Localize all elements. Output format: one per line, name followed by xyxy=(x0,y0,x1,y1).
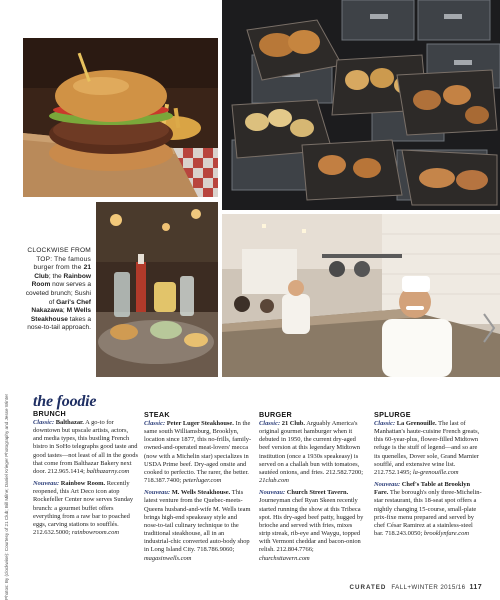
entry-body: In the same south Williamsburg, Brooklyn, location since 1877, this no-frills, family-owned-and-operated meat-lovers' mecca (now with a Michelin star) specializes in USDA Prime beef. Dry-aged onsite and cooked to perfectio. The rarer, the better. 718.387.7400; xyxy=(144,420,252,485)
entry-nouveau xyxy=(374,481,482,538)
caption-text: ; xyxy=(62,307,67,315)
caption-text: ; the xyxy=(48,272,64,280)
caption-wells: M Wells Steakhouse xyxy=(30,307,91,323)
caption-text: now serves a coveted brunch; Sushi of xyxy=(25,281,91,306)
entry-name: Balthazar. xyxy=(55,419,84,426)
entry-name: La Grenouille. xyxy=(396,420,437,427)
entry-name: 21 Club. xyxy=(281,420,305,427)
entry-label: Classic: xyxy=(374,420,396,427)
entry-name: M. Wells Steakhouse. xyxy=(171,489,231,497)
bakery-drawers-photo xyxy=(222,0,500,210)
brunch-photo xyxy=(96,202,218,377)
entry-url[interactable]: magasinwells.com xyxy=(144,554,192,562)
entry-url[interactable]: balthazarny.com xyxy=(86,467,130,475)
magazine-name: CURATED xyxy=(349,584,387,591)
entry-nouveau xyxy=(144,489,252,562)
entry-label: Nouveau: xyxy=(374,481,401,489)
caption-21-club: 21 Club xyxy=(34,264,91,280)
entry-label: Classic: xyxy=(144,420,166,427)
entry-url[interactable]: la-grenouille.com xyxy=(412,468,459,476)
burger-photo xyxy=(23,38,218,197)
entry-name: Rainbow Room. xyxy=(60,480,106,488)
entry-classic xyxy=(374,420,482,477)
kitchen-photo xyxy=(222,214,500,377)
entry-body: Journeyman chef Ryan Skeen recently started running the show at this Tribeca spot. His dry-aged beef patty, hugged by brioche and served with fries, mixes strip streak, rib-eye and Waygu, topped with Vermont cheddar and bacon-onion relish. 212.804.7766; xyxy=(259,497,364,554)
entry-label: Nouveau: xyxy=(144,489,171,497)
entry-classic xyxy=(33,419,139,476)
entry-label: Nouveau: xyxy=(33,480,60,488)
entry-nouveau xyxy=(259,489,365,562)
category-heading: BRUNCH xyxy=(33,409,66,418)
photo-caption xyxy=(23,247,91,333)
entry-url[interactable]: churchsttavern.com xyxy=(259,554,310,562)
column-brunch xyxy=(33,409,139,541)
page-folio xyxy=(350,584,482,591)
category-heading: BURGER xyxy=(259,410,292,419)
section-title: the foodie xyxy=(33,393,97,410)
page-number: 117 xyxy=(469,584,482,591)
column-burger xyxy=(259,410,365,567)
entry-name: Chef's Table at Brooklyn Fare. xyxy=(374,481,471,497)
entry-body: Arguably America's original gourmet hamburger when it debuted in 1950, the current dry-aged beef version at this legendary Midtown institution (once a 1930s speakeasy) is served on a challah bun with tomatoes, sautéed onions, and fries. 212.582.7200; xyxy=(259,420,364,476)
entry-classic xyxy=(259,420,365,485)
caption-nakazawa: Gari's Chef Nakazawa xyxy=(31,298,91,315)
entry-label: Classic: xyxy=(33,419,55,426)
entry-url[interactable]: 21club.com xyxy=(259,477,289,485)
entry-url[interactable]: brooklynfare.com xyxy=(423,530,469,538)
entry-url[interactable]: peterluger.com xyxy=(182,477,222,485)
column-splurge xyxy=(374,410,482,542)
entry-body: The borough's only three-Michelin-star restaurant, this 18-seat spot offers a nightly changing 15-course, small-plate prix-fixe menu prepared and served by chef César Ramirez at a stainless-steel bar. 718.243.0050; xyxy=(374,489,482,538)
entry-classic xyxy=(144,420,252,485)
caption-rainbow-room: Rainbow Room xyxy=(31,272,91,289)
entry-label: Classic: xyxy=(259,420,281,427)
chevron-right-icon[interactable] xyxy=(480,310,498,346)
entry-label: Nouveau: xyxy=(259,489,286,497)
entry-name: Church Street Tavern. xyxy=(286,489,349,497)
entry-name: Peter Luger Steakhouse. xyxy=(166,420,234,427)
category-heading: SPLURGE xyxy=(374,410,411,419)
entry-body: Recently reopened, this Art Deco icon atop Rockefeller Center now serves Sunday brunch: a gourmet buffet offers everything from a raw bar to poached eggs, carving stations to soufflés. 212.632.5000; xyxy=(33,480,134,537)
entry-nouveau xyxy=(33,480,139,537)
caption-text: takes a nose-to-tail approach. xyxy=(27,315,91,332)
entry-body: A go-to for downtown but upscale artists, actors, and media types, this bustling French bistro in SoHo telegraphs good taste and good tastes—not least of all in the goods that come from Balthazar Bakery next door. 212.965.1414; xyxy=(33,419,138,475)
entry-url[interactable]: rainbowroom.com xyxy=(71,529,119,537)
caption-lead: CLOCKWISE FROM TOP: The famous burger from the xyxy=(27,247,91,272)
issue-label: FALL+WINTER 2015/16 xyxy=(391,584,466,591)
column-steak xyxy=(144,410,252,567)
entry-body: The last of Manhattan's haute-cuisine French greats, this 60-year-plus, flower-filled Midtown refuge is the stuff of legend—and so are its quenelles, Dover sole, Grand Marnier soufflé, and extensive wine list. 212.752.1495; xyxy=(374,420,480,476)
photo-credit: Photos: By (clockwise): Courtesy of 21 Club; Bill Milne; Daniel Krieger Photography and Jesse Winter xyxy=(4,393,9,600)
category-heading: STEAK xyxy=(144,410,170,419)
entry-body: This latest venture from the Quebec-meets-Queens husband-and-wife M. Wells team brings high-end speakeasy style and nose-to-tail culinary technique to the traditional steakhouse, all in an industrial-chic converted auto-body shop in Long Island City. 718.786.9060; xyxy=(144,489,251,554)
